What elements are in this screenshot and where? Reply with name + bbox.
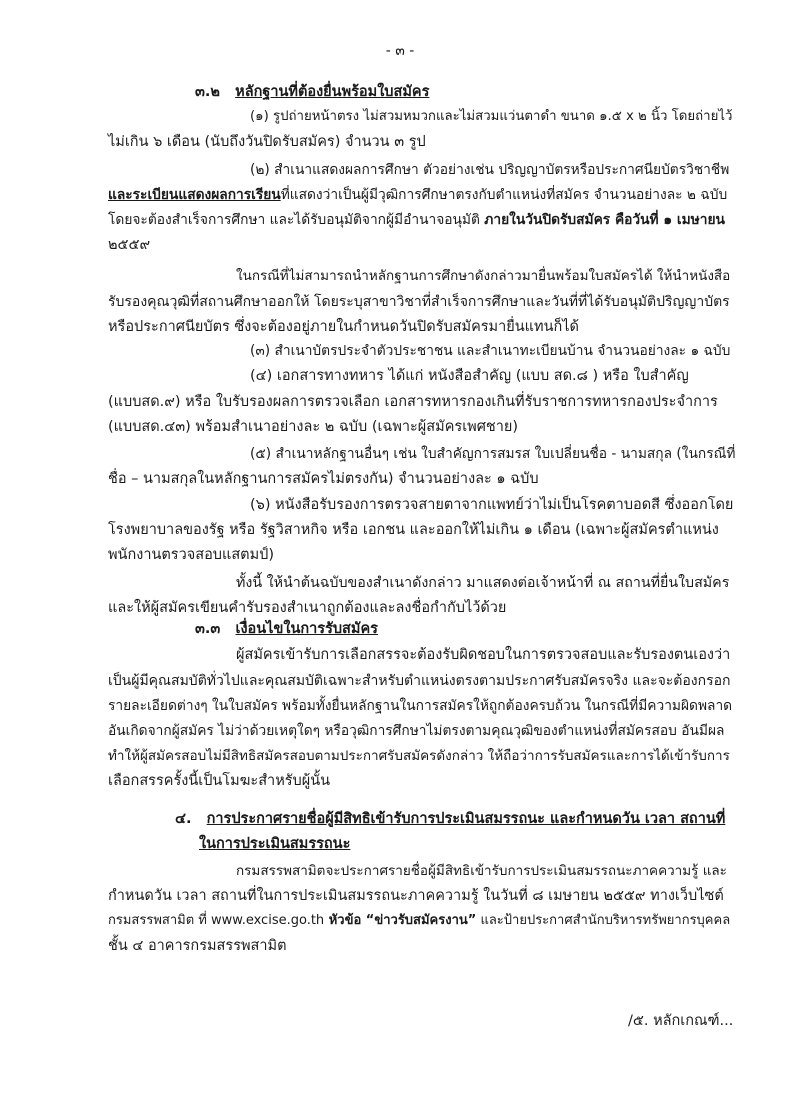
section-3-3-heading [195, 620, 378, 638]
section-4-title-1: การประกาศรายชื่อผู้มีสิทธิเข้ารับการประเมินสมรรถนะ และกำหนดวัน เวลา สถานที่ [206, 811, 726, 827]
s4-line1: กรมสรรพสามิตจะประกาศรายชื่อผู้มีสิทธิเข้ารับการประเมินสมรรถนะภาคความรู้ และ [236, 863, 727, 879]
page-number: - ๓ - [385, 43, 415, 59]
section-4-heading-line1 [175, 810, 725, 828]
s32-item4-line2: (แบบสด.๙) หรือ ใบรับรองผลการตรวจเลือก เอกสารทหารกองเกินที่รับราชการทหารกองประจำการ [108, 394, 718, 410]
s32-note-line3: หรือประกาศนียบัตร ซึ่งจะต้องอยู่ภายในกำหนดวันปิดรับสมัครมายื่นแทนก็ได้ [108, 319, 579, 335]
s33-line4: อันเกิดจากผู้สมัคร ไม่ว่าด้วยเหตุใดๆ หรือวุฒิการศึกษาไม่ตรงตามคุณวุฒิของตำแหน่งที่สมัครสอบ อันมีผล [108, 723, 725, 739]
s32-item2-line1: (๒) สำเนาแสดงผลการศึกษา ตัวอย่างเช่น ปริญญาบัตรหรือประกาศนียบัตรวิชาชีพ [250, 162, 730, 178]
section-3-3-number: ๓.๓ [195, 621, 221, 637]
s32-item5-line2: ชื่อ – นามสกุลในหลักฐานการสมัครไม่ตรงกัน) จำนวนอย่างละ ๑ ฉบับ [108, 471, 539, 487]
section-3-3-title: เงื่อนไขในการรับสมัคร [235, 621, 378, 637]
s32-item4-line3: (แบบสด.๔๓) พร้อมสำเนาอย่างละ ๒ ฉบับ (เฉพาะผู้สมัครเพศชาย) [108, 419, 519, 435]
s32-item1-line1: (๑) รูปถ่ายหน้าตรง ไม่สวมหมวกและไม่สวมแว่นตาดำ ขนาด ๑.๕ x ๒ นิ้ว โดยถ่ายไว้ [250, 109, 733, 124]
s32-note-line2: รับรองคุณวุฒิที่สถานศึกษาออกให้ โดยระบุสาขาวิชาที่สำเร็จการศึกษาและวันที่ที่ได้รับอนุมัติปริญญาบัตร [108, 294, 730, 310]
section-4-heading-line2: ในการประเมินสมรรถนะ [199, 836, 351, 852]
section-3-2-title: หลักฐานที่ต้องยื่นพร้อมใบสมัคร [235, 84, 430, 100]
s32-item6-line1: (๖) หนังสือรับรองการตรวจสายตาจากแพทย์ว่าไม่เป็นโรคตาบอดสี ซึ่งออกโดย [250, 497, 734, 513]
s33-line3: รายละเอียดต่างๆ ในใบสมัคร พร้อมทั้งยื่นหลักฐานในการสมัครให้ถูกต้องครบถ้วน ในกรณีที่มีความผิดพลาด [108, 698, 733, 714]
next-page-continuation: /๕. หลักเกณฑ์... [628, 1013, 734, 1029]
s32-final-line1: ทั้งนี้ ให้นำต้นฉบับของสำเนาดังกล่าว มาแสดงต่อเจ้าหน้าที่ ณ สถานที่ยื่นใบสมัคร [236, 575, 730, 591]
s32-item2-underlined: และระเบียนแสดงผลการเรียน [108, 187, 281, 203]
s4-line3: กรมสรรพสามิต ที่ www.excise.go.th หัวข้อ “ข่าวรับสมัครงาน” และป้ายประกาศสำนักบริหารทรัพยากรบุคคล [108, 913, 731, 928]
s32-note-line1: ในกรณีที่ไม่สามารถนำหลักฐานการศึกษาดังกล่าวมายื่นพร้อมใบสมัครได้ ให้นำหนังสือ [236, 268, 731, 284]
section-4-number: ๔. [175, 811, 192, 827]
s32-item2-line3: โดยจะต้องสำเร็จการศึกษา และได้รับอนุมัติจากผู้มีอำนาจอนุมัติ ภายในวันปิดรับสมัคร คือวันที่ ๑ เมษายน [108, 212, 725, 228]
s32-item1-line2: ไม่เกิน ๖ เดือน (นับถึงวันปิดรับสมัคร) จำนวน ๓ รูป [108, 134, 426, 150]
s33-line1: ผู้สมัครเข้ารับการเลือกสรรจะต้องรับผิดชอบในการตรวจสอบและรับรองตนเองว่า [236, 647, 731, 663]
section-3-2-number: ๓.๒ [195, 84, 220, 100]
s33-line6: เลือกสรรครั้งนี้เป็นโมฆะสำหรับผู้นั้น [108, 773, 331, 789]
s4-line2: กำหนดวัน เวลา สถานที่ในการประเมินสมรรถนะภาคความรู้ ในวันที่ ๘ เมษายน ๒๕๕๙ ทางเว็บไซต์ [108, 888, 724, 904]
section-3-2-heading [195, 83, 429, 101]
website-link[interactable]: www.excise.go.th [210, 913, 325, 928]
s32-item2-line2: และระเบียนแสดงผลการเรียนที่แสดงว่าเป็นผู้มีวุฒิการศึกษาตรงกับตำแหน่งที่สมัคร จำนวนอย่างละ ๒ ฉบับ [108, 187, 728, 203]
s32-item6-line3: พนักงานตรวจสอบแสตมป์) [108, 547, 275, 563]
s32-item4-line1: (๔) เอกสารทางทหาร ได้แก่ หนังสือสำคัญ (แบบ สด.๘ ) หรือ ใบสำคัญ [250, 368, 689, 384]
s32-item6-line2: โรงพยาบาลของรัฐ หรือ รัฐวิสาหกิจ หรือ เอกชน และออกให้ไม่เกิน ๑ เดือน (เฉพาะผู้สมัครตำแหน่ง [108, 522, 719, 538]
s32-item5-line1: (๕) สำเนาหลักฐานอื่นๆ เช่น ใบสำคัญการสมรส ใบเปลี่ยนชื่อ - นามสกุล (ในกรณีที่ [250, 446, 736, 462]
s4-line4: ชั้น ๔ อาคารกรมสรรพสามิต [108, 938, 287, 954]
s33-line2: เป็นผู้มีคุณสมบัติทั่วไปและคุณสมบัติเฉพาะสำหรับตำแหน่งตรงตามประกาศรับสมัครจริง และจะต้องกรอก [108, 673, 731, 689]
s32-item3: (๓) สำเนาบัตรประจำตัวประชาชน และสำเนาทะเบียนบ้าน จำนวนอย่างละ ๑ ฉบับ [250, 343, 731, 359]
s32-final-line2: และให้ผู้สมัครเขียนคำรับรองสำเนาถูกต้องและลงชื่อกำกับไว้ด้วย [108, 600, 507, 616]
s33-line5: ทำให้ผู้สมัครสอบไม่มีสิทธิสมัครสอบตามประกาศรับสมัครดังกล่าว ให้ถือว่าการรับสมัครและการได้เข้ารับการ [108, 748, 730, 764]
s32-item2-line4: ๒๕๕๙ [108, 237, 151, 253]
